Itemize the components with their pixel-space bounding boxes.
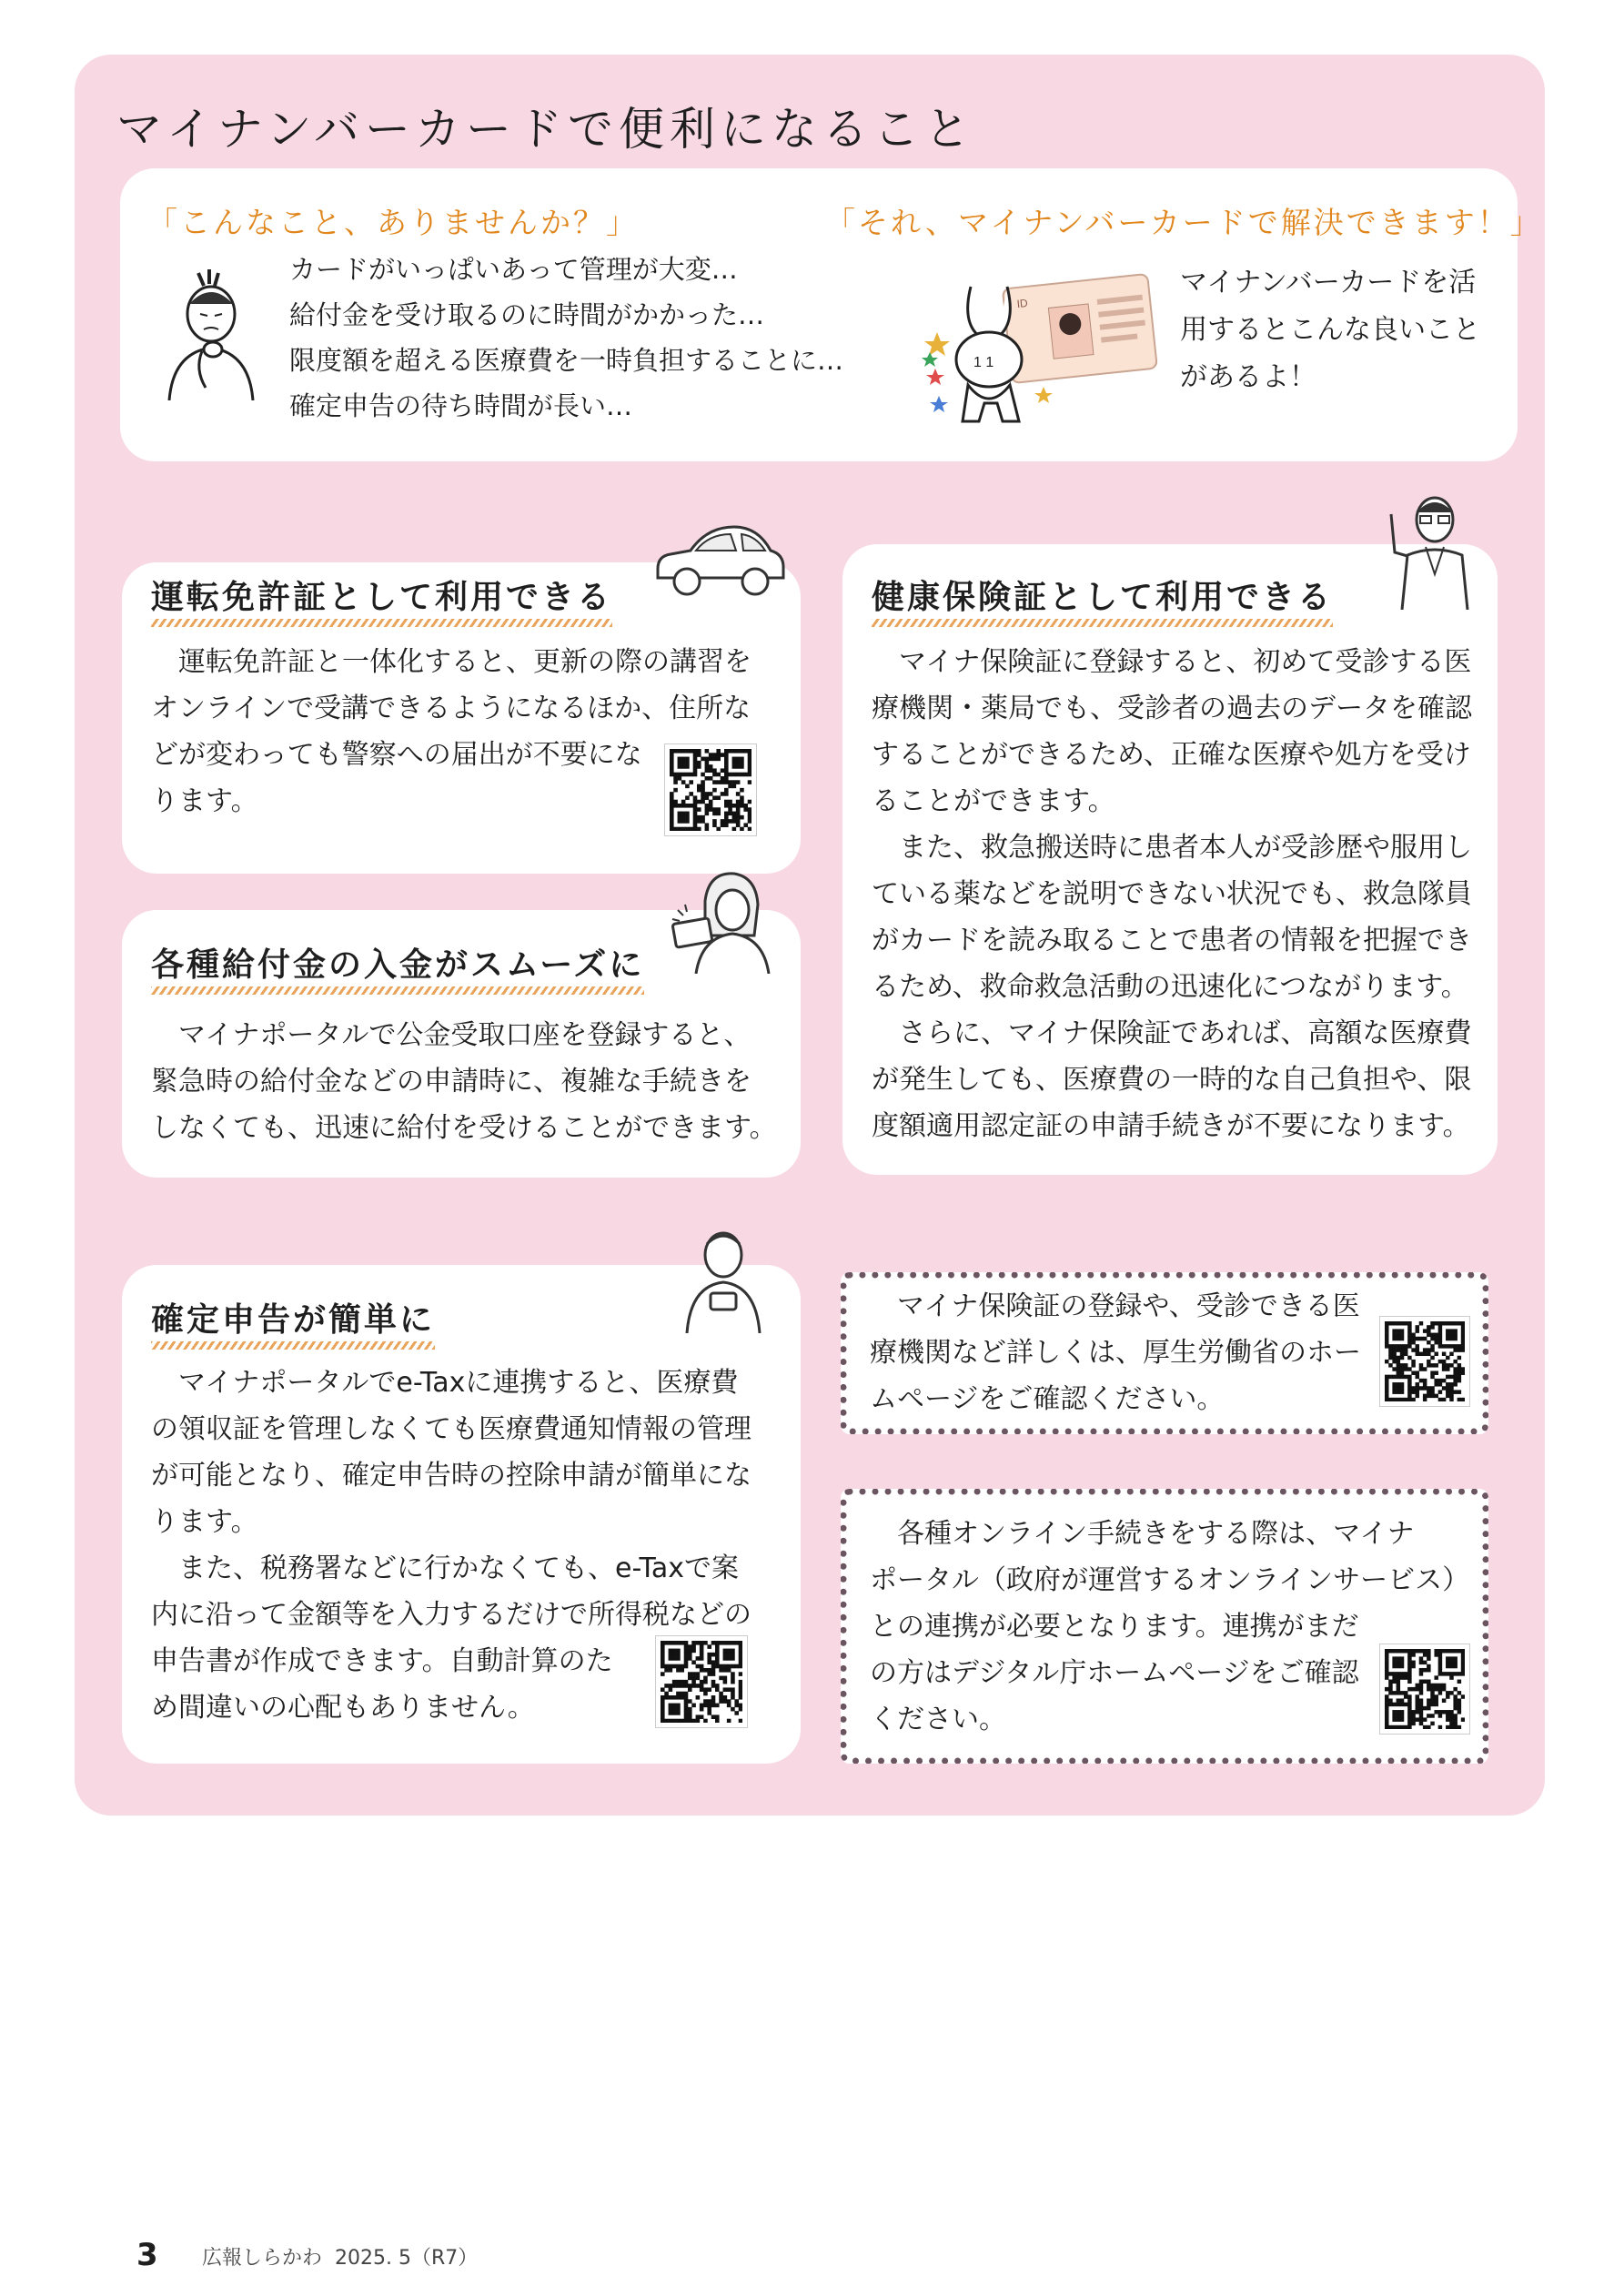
insurance-line: 度額適用認定証の申請手続きが不要になります。 [872, 1110, 1470, 1142]
solution-line: 用するとこんな良いこと [1180, 314, 1480, 346]
car-icon [651, 514, 787, 605]
tax-line: マイナポータルでe-Taxに連携すると、医療費 [178, 1367, 739, 1399]
qr-code-icon[interactable] [655, 1635, 748, 1728]
payment-line: しなくても、迅速に給付を受けることができます。 [151, 1112, 777, 1144]
payment-title: 各種給付金の入金がスムーズに [151, 939, 644, 995]
license-line: どが変わっても警察への届出が不要にな [151, 739, 642, 771]
payment-line: 緊急時の給付金などの申請時に、複雑な手続きを [151, 1066, 751, 1097]
qr-code-icon[interactable] [1379, 1644, 1470, 1735]
license-line: オンラインで受講できるようになるほか、住所な [151, 693, 751, 724]
insurance-line: がカードを読み取ることで患者の情報を把握でき [872, 925, 1472, 956]
card-id-text: ID [1015, 296, 1029, 311]
page-title: マイナンバーカードで便利になること [116, 103, 975, 156]
license-title: 運転免許証として利用できる [151, 571, 612, 627]
payment-line: マイナポータルで公金受取口座を登録すると、 [178, 1019, 751, 1051]
insurance-line: また、救急搬送時に患者本人が受診歴や服用し [899, 832, 1472, 864]
svg-text:1 1: 1 1 [973, 355, 994, 370]
solution-line: があるよ！ [1180, 361, 1316, 393]
note-line: 各種オンライン手続きをする際は、マイナ [897, 1518, 1415, 1550]
payment-text [151, 1012, 777, 1151]
insurance-line: るため、救命救急活動の迅速化につながります。 [872, 971, 1468, 1003]
issue-date: 2025. 5（R7） [335, 2247, 479, 2270]
insurance-note-text [870, 1283, 1361, 1422]
page-number: 3 [136, 2237, 158, 2273]
elderly-man-icon [678, 1224, 769, 1333]
insurance-line: さらに、マイナ保険証であれば、高額な医療費 [899, 1017, 1472, 1049]
note-line: ムページをご確認ください。 [870, 1383, 1225, 1415]
problem-item: 限度額を超える医療費を一時負担することに… [289, 345, 844, 376]
note-line: の方はデジタル庁ホームページをご確認 [870, 1657, 1359, 1689]
insurance-line: ることができます。 [872, 785, 1115, 817]
tax-line: の領収証を管理しなくても医療費通知情報の管理 [151, 1413, 751, 1445]
tax-line: め間違いの心配もありません。 [151, 1692, 535, 1724]
mynumber-mascot-icon [921, 278, 1075, 432]
tax-line: 申告書が作成できます。自動計算のた [151, 1645, 613, 1677]
insurance-title: 健康保険証として利用できる [872, 571, 1333, 627]
tax-title: 確定申告が簡単に [151, 1294, 435, 1350]
qr-code-icon[interactable] [664, 743, 757, 836]
worried-man-icon [156, 264, 266, 400]
note-line: との連携が必要となります。連携がまだ [870, 1611, 1359, 1643]
solution-heading: 「それ、マイナンバーカードで解決できます！」 [825, 205, 1543, 240]
insurance-line: が発生しても、医療費の一時的な自己負担や、限 [872, 1064, 1472, 1096]
insurance-line: することができるため、正確な医療や処方を受け [872, 739, 1471, 771]
insurance-line: ている薬などを説明できない状況でも、救急隊員 [872, 878, 1472, 910]
insurance-line: 療機関・薬局でも、受診者の過去のデータを確認 [872, 693, 1472, 724]
insurance-line: マイナ保険証に登録すると、初めて受診する医 [899, 646, 1472, 678]
insurance-text [872, 639, 1472, 1149]
publication-name: 広報しらかわ [202, 2247, 323, 2270]
intro-card [120, 168, 1543, 461]
tax-line: ります。 [151, 1506, 258, 1538]
solution-text [1180, 259, 1480, 401]
license-line: ります。 [151, 785, 258, 817]
license-line: 運転免許証と一体化すると、更新の際の講習を [178, 646, 751, 678]
problems-heading: 「こんなこと、ありませんか？」 [147, 205, 639, 240]
problem-item: カードがいっぱいあって管理が大変… [289, 254, 738, 285]
note-line: マイナ保険証の登録や、受診できる医 [897, 1290, 1360, 1322]
tax-line: が可能となり、確定申告時の控除申請が簡単にな [151, 1460, 751, 1492]
license-text [151, 639, 751, 824]
woman-with-card-icon [669, 865, 778, 974]
doctor-icon [1378, 487, 1488, 610]
tax-line: また、税務署などに行かなくても、e-Taxで案 [178, 1553, 740, 1584]
problem-item: 確定申告の待ち時間が長い… [289, 390, 633, 421]
note-line: 療機関など詳しくは、厚生労働省のホー [870, 1337, 1361, 1369]
note-line: ください。 [870, 1704, 1006, 1735]
qr-code-icon[interactable] [1379, 1316, 1470, 1407]
note-line: ポータル（政府が運営するオンラインサービス） [870, 1564, 1470, 1596]
solution-line: マイナンバーカードを活 [1180, 267, 1477, 298]
tax-line: 内に沿って金額等を入力するだけで所得税などの [151, 1599, 751, 1631]
problem-item: 給付金を受け取るのに時間がかかった… [289, 299, 765, 330]
problems-list [289, 247, 843, 429]
